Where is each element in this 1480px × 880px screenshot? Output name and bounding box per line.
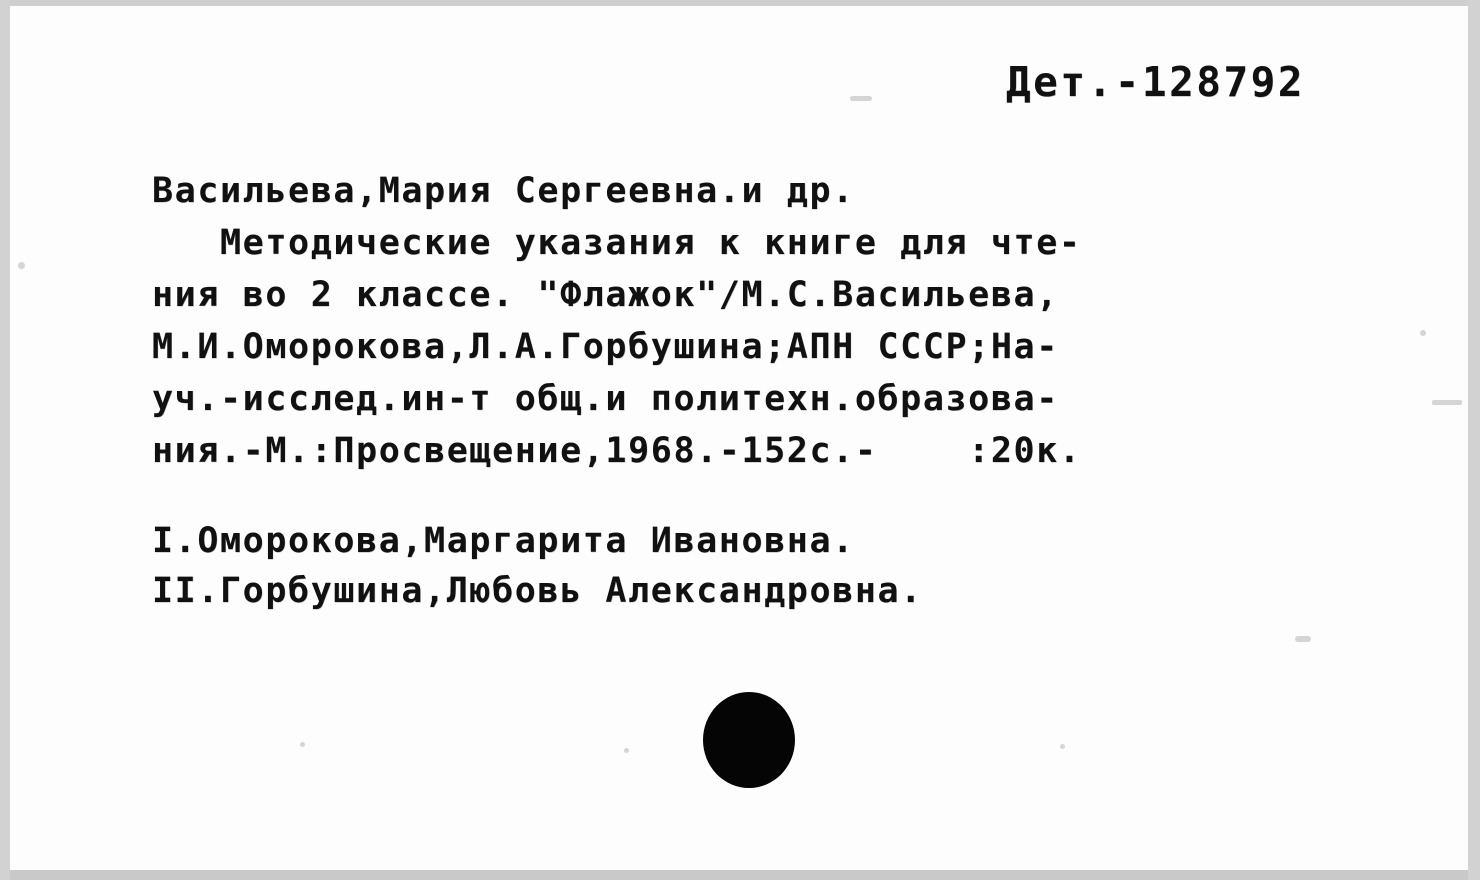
added-entry-tracings — [152, 516, 1442, 616]
scan-speckle — [1060, 744, 1065, 749]
scan-edge-bottom — [0, 870, 1480, 880]
scan-speckle — [1295, 636, 1311, 642]
title-statement-line: М.И.Оморокова,Л.А.Горбушина;АПН СССР;На- — [152, 327, 1059, 367]
imprint-line: ния.-М.:Просвещение,1968.-152с.- :20к. — [152, 431, 1082, 471]
title-statement-line: ния во 2 классе. "Флажок"/М.С.Васильева, — [152, 275, 1059, 315]
call-number: Дет.-128792 — [1005, 58, 1305, 106]
bibliographic-record — [152, 165, 1442, 477]
punch-hole — [703, 692, 795, 788]
scan-edge-left — [0, 0, 10, 880]
main-entry-heading: Васильева,Мария Сергеевна.и др. — [152, 171, 855, 211]
scan-speckle — [300, 742, 305, 747]
scan-edge-right — [1468, 0, 1480, 880]
scan-speckle — [18, 262, 25, 269]
title-statement-line: Методические указания к книге для чте- — [152, 223, 1082, 263]
scan-speckle — [850, 96, 872, 101]
tracing-entry: I.Оморокова,Маргарита Ивановна. — [152, 521, 855, 561]
title-statement-line: уч.-исслед.ин-т общ.и политехн.образова- — [152, 379, 1059, 419]
scan-speckle — [624, 748, 629, 753]
tracing-entry: II.Горбушина,Любовь Александровна. — [152, 571, 923, 611]
scan-edge-top — [0, 0, 1480, 6]
